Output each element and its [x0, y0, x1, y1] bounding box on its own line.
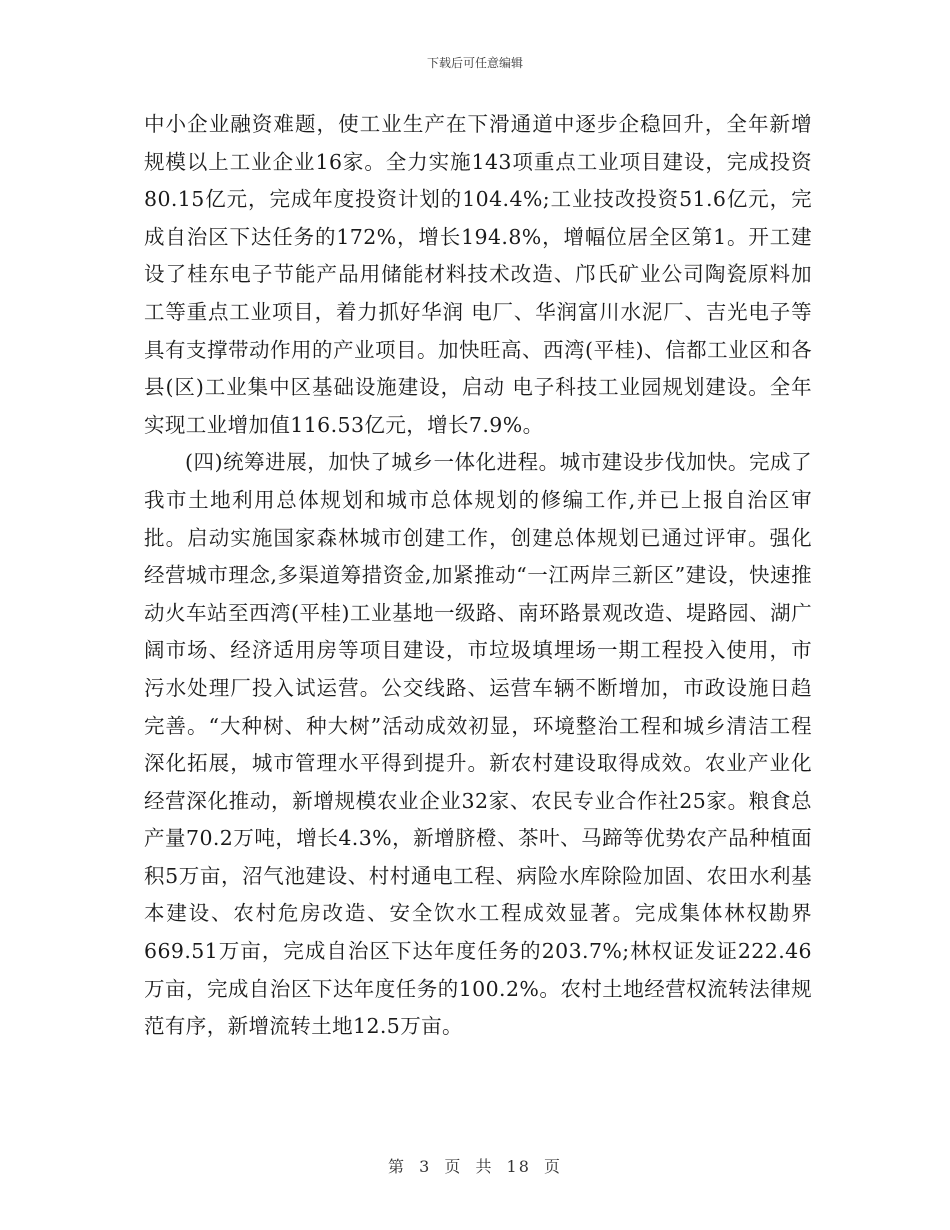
page-footer: 第 3 页 共 18 页 — [388, 1157, 562, 1176]
page-header: 下载后可任意编辑 — [426, 56, 523, 70]
body-text — [144, 106, 812, 1046]
paragraph-industry: 中小企业融资难题，使工业生产在下滑通道中逐步企稳回升，全年新增规模以上工业企业16家。全力实施143项重点工业项目建设，完成投资80.15亿元，完成年度投资计划的104.4%;工业技改投资51.6亿元，完成自治区下达任务的172%，增长194.8%，增幅位居全区第1。开工建设了桂东电子节能产品用储能材料技术改造、邝氏矿业公司陶瓷原料加工等重点工业项目，着力抓好华润 电厂、华润富川水泥厂、吉光电子等具有支撑带动作用的产业项目。加快旺高、西湾(平桂)、信都工业区和各县(区)工业集中区基础设施建设，启动 电子科技工业园规划建设。全年实现工业增加值116.53亿元，增长7.9%。 — [144, 112, 812, 437]
paragraph-urban-rural: (四)统筹进展，加快了城乡一体化进程。城市建设步伐加快。完成了我市土地利用总体规划和城市总体规划的修编工作,并已上报自治区审批。启动实施国家森林城市创建工作，创建总体规划已通过评审。强化经营城市理念,多渠道筹措资金,加紧推动“一江两岸三新区”建设，快速推动火车站至西湾(平桂)工业基地一级路、南环路景观改造、堤路园、湖广阔市场、经济适用房等项目建设，市垃圾填埋场一期工程投入使用，市污水处理厂投入试运营。公交线路、运营车辆不断增加，市政设施日趋完善。“大种树、种大树”活动成效初显，环境整治工程和城乡清洁工程深化拓展，城市管理水平得到提升。新农村建设取得成效。农业产业化经营深化推动，新增规模农业企业32家、农民专业合作社25家。粮食总产量70.2万吨，增长4.3%，新增脐橙、茶叶、马蹄等优势农产品种植面积5万亩，沼气池建设、村村通电工程、病险水库除险加固、农田水利基本建设、农村危房改造、安全饮水工程成效显著。完成集体林权勘界669.51万亩，完成自治区下达年度任务的203.7%;林权证发证222.46万亩，完成自治区下达年度任务的100.2%。农村土地经营权流转法律规范有序，新增流转土地12.5万亩。 — [144, 450, 812, 1039]
